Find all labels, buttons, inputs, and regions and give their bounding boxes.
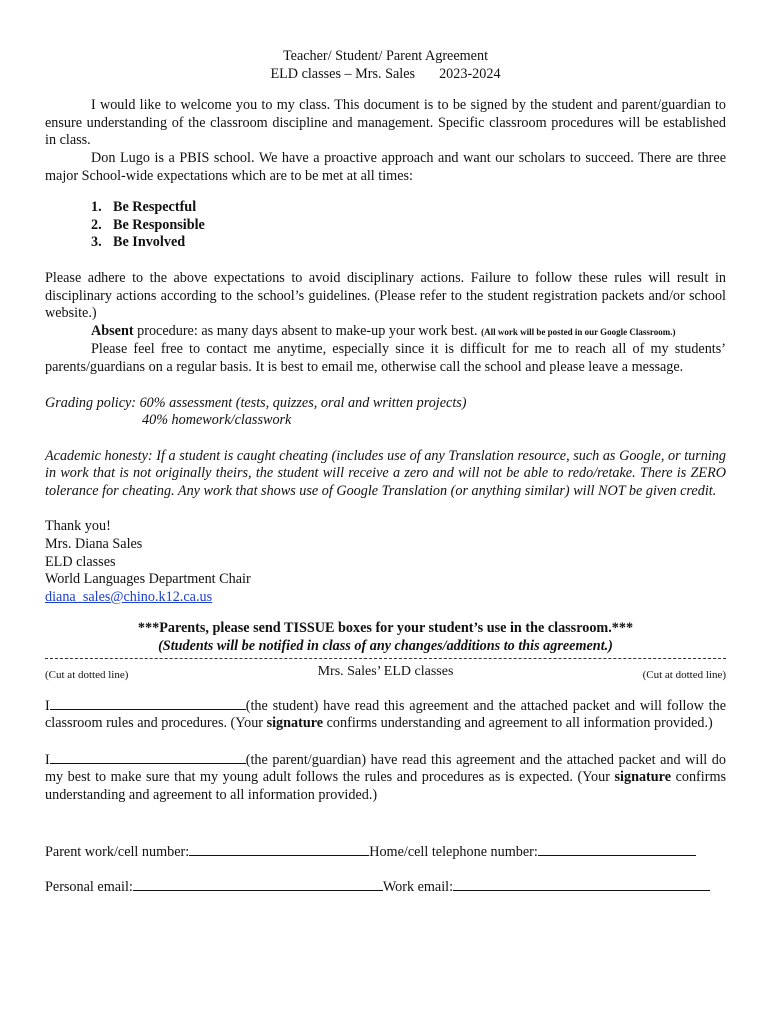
school-year: 2023-2024	[439, 65, 501, 82]
document-header	[45, 48, 726, 83]
absent-text: procedure: as many days absent to make-up your work best.	[133, 322, 482, 339]
work-email-label: Work email:	[382, 879, 454, 896]
document-title: Teacher/ Student/ Parent Agreement	[282, 48, 489, 64]
contact-paragraph: Please feel free to contact me anytime, especially since it is difficult for me to reach all of my students’ parents/guardians on a regular basis. It is best to email me, otherwise call the school and please leave a message.	[45, 341, 726, 375]
teacher-classes: ELD classes	[45, 553, 116, 570]
personal-email-label: Personal email:	[45, 879, 133, 896]
home-cell-field[interactable]	[538, 843, 696, 856]
document-subtitle	[45, 66, 726, 84]
work-cell-label: Parent work/cell number:	[45, 843, 190, 860]
list-item: 1. Be Respectful	[91, 199, 197, 216]
thanks-text: Thank you!	[45, 518, 111, 535]
phone-fields-row	[45, 843, 726, 862]
tissue-main: ***Parents, please send TISSUE boxes for your student’s use in the classroom.***	[137, 620, 634, 637]
tissue-sub: (Students will be notified in class of any changes/additions to this agreement.)	[158, 638, 613, 655]
teacher-title: World Languages Department Chair	[45, 571, 251, 588]
personal-email-field[interactable]	[133, 878, 383, 891]
class-name: ELD classes – Mrs. Sales	[270, 65, 416, 82]
absent-paragraph	[45, 323, 726, 342]
student-statement: I (the student) have read this agreement and the attached packet and will follow the classroom rules and procedures. (Your signature confirms understanding and agreement to all information provided.)	[45, 697, 726, 732]
teacher-name: Mrs. Diana Sales	[45, 536, 143, 553]
teacher-signoff	[45, 518, 726, 606]
cut-note-right: (Cut at dotted line)	[642, 668, 726, 681]
cut-line-divider	[45, 658, 726, 659]
list-item: 2. Be Responsible	[91, 216, 205, 233]
parent-statement: I (the parent/guardian) have read this agreement and the attached packet and will do my best to make sure that my young adult follows the rules and procedures as is expected. (Your signature confirms understanding and agreement to all information provided.)	[45, 751, 727, 803]
cut-row	[45, 663, 726, 689]
list-item: 3. Be Involved	[91, 234, 186, 251]
tearoff-title: Mrs. Sales’ ELD classes	[317, 663, 454, 679]
rules-paragraph: Please adhere to the above expectations to avoid disciplinary actions. Failure to follow these rules will result in disciplinary actions according to the school’s guidelines. (Please refer to the student registration packets and/or school website.)	[45, 269, 726, 322]
grading-policy	[45, 395, 726, 430]
cut-note-left: (Cut at dotted line)	[45, 668, 129, 681]
work-cell-field[interactable]	[189, 843, 369, 856]
grading-line-2: 40% homework/classwork	[142, 412, 292, 429]
home-cell-label: Home/cell telephone number:	[369, 843, 538, 860]
email-fields-row	[45, 878, 726, 897]
tissue-request	[45, 620, 726, 655]
pbis-paragraph: Don Lugo is a PBIS school. We have a proactive approach and want our scholars to succeed. There are three major School-wide expectations which are to be met at all times:	[45, 149, 726, 184]
absent-label: Absent	[91, 322, 134, 339]
work-email-field[interactable]	[453, 878, 710, 891]
welcome-paragraph: I would like to welcome you to my class. This document is to be signed by the student and parent/guardian to ensure understanding of the classroom discipline and management. Specific classroom procedures will be established in class.	[45, 97, 726, 149]
agreement-document	[45, 48, 726, 897]
expectations-list	[45, 199, 726, 252]
absent-note: (All work will be posted in our Google Classroom.)	[481, 326, 676, 337]
teacher-email-link[interactable]: diana_sales@chino.k12.ca.us	[45, 588, 213, 605]
student-name-field[interactable]	[50, 697, 246, 710]
parent-name-field[interactable]	[50, 751, 246, 764]
grading-line-1: Grading policy: 60% assessment (tests, quizzes, oral and written projects)	[45, 394, 467, 411]
academic-honesty-paragraph: Academic honesty: If a student is caught cheating (includes use of any Translation resource, such as Google, or turning in work that is not originally theirs, the student will receive a zero and will not be able to redo/retake. There is ZERO tolerance for cheating. Any work that shows use of Google Translation (or anything similar) will NOT be given credit.	[45, 447, 726, 499]
